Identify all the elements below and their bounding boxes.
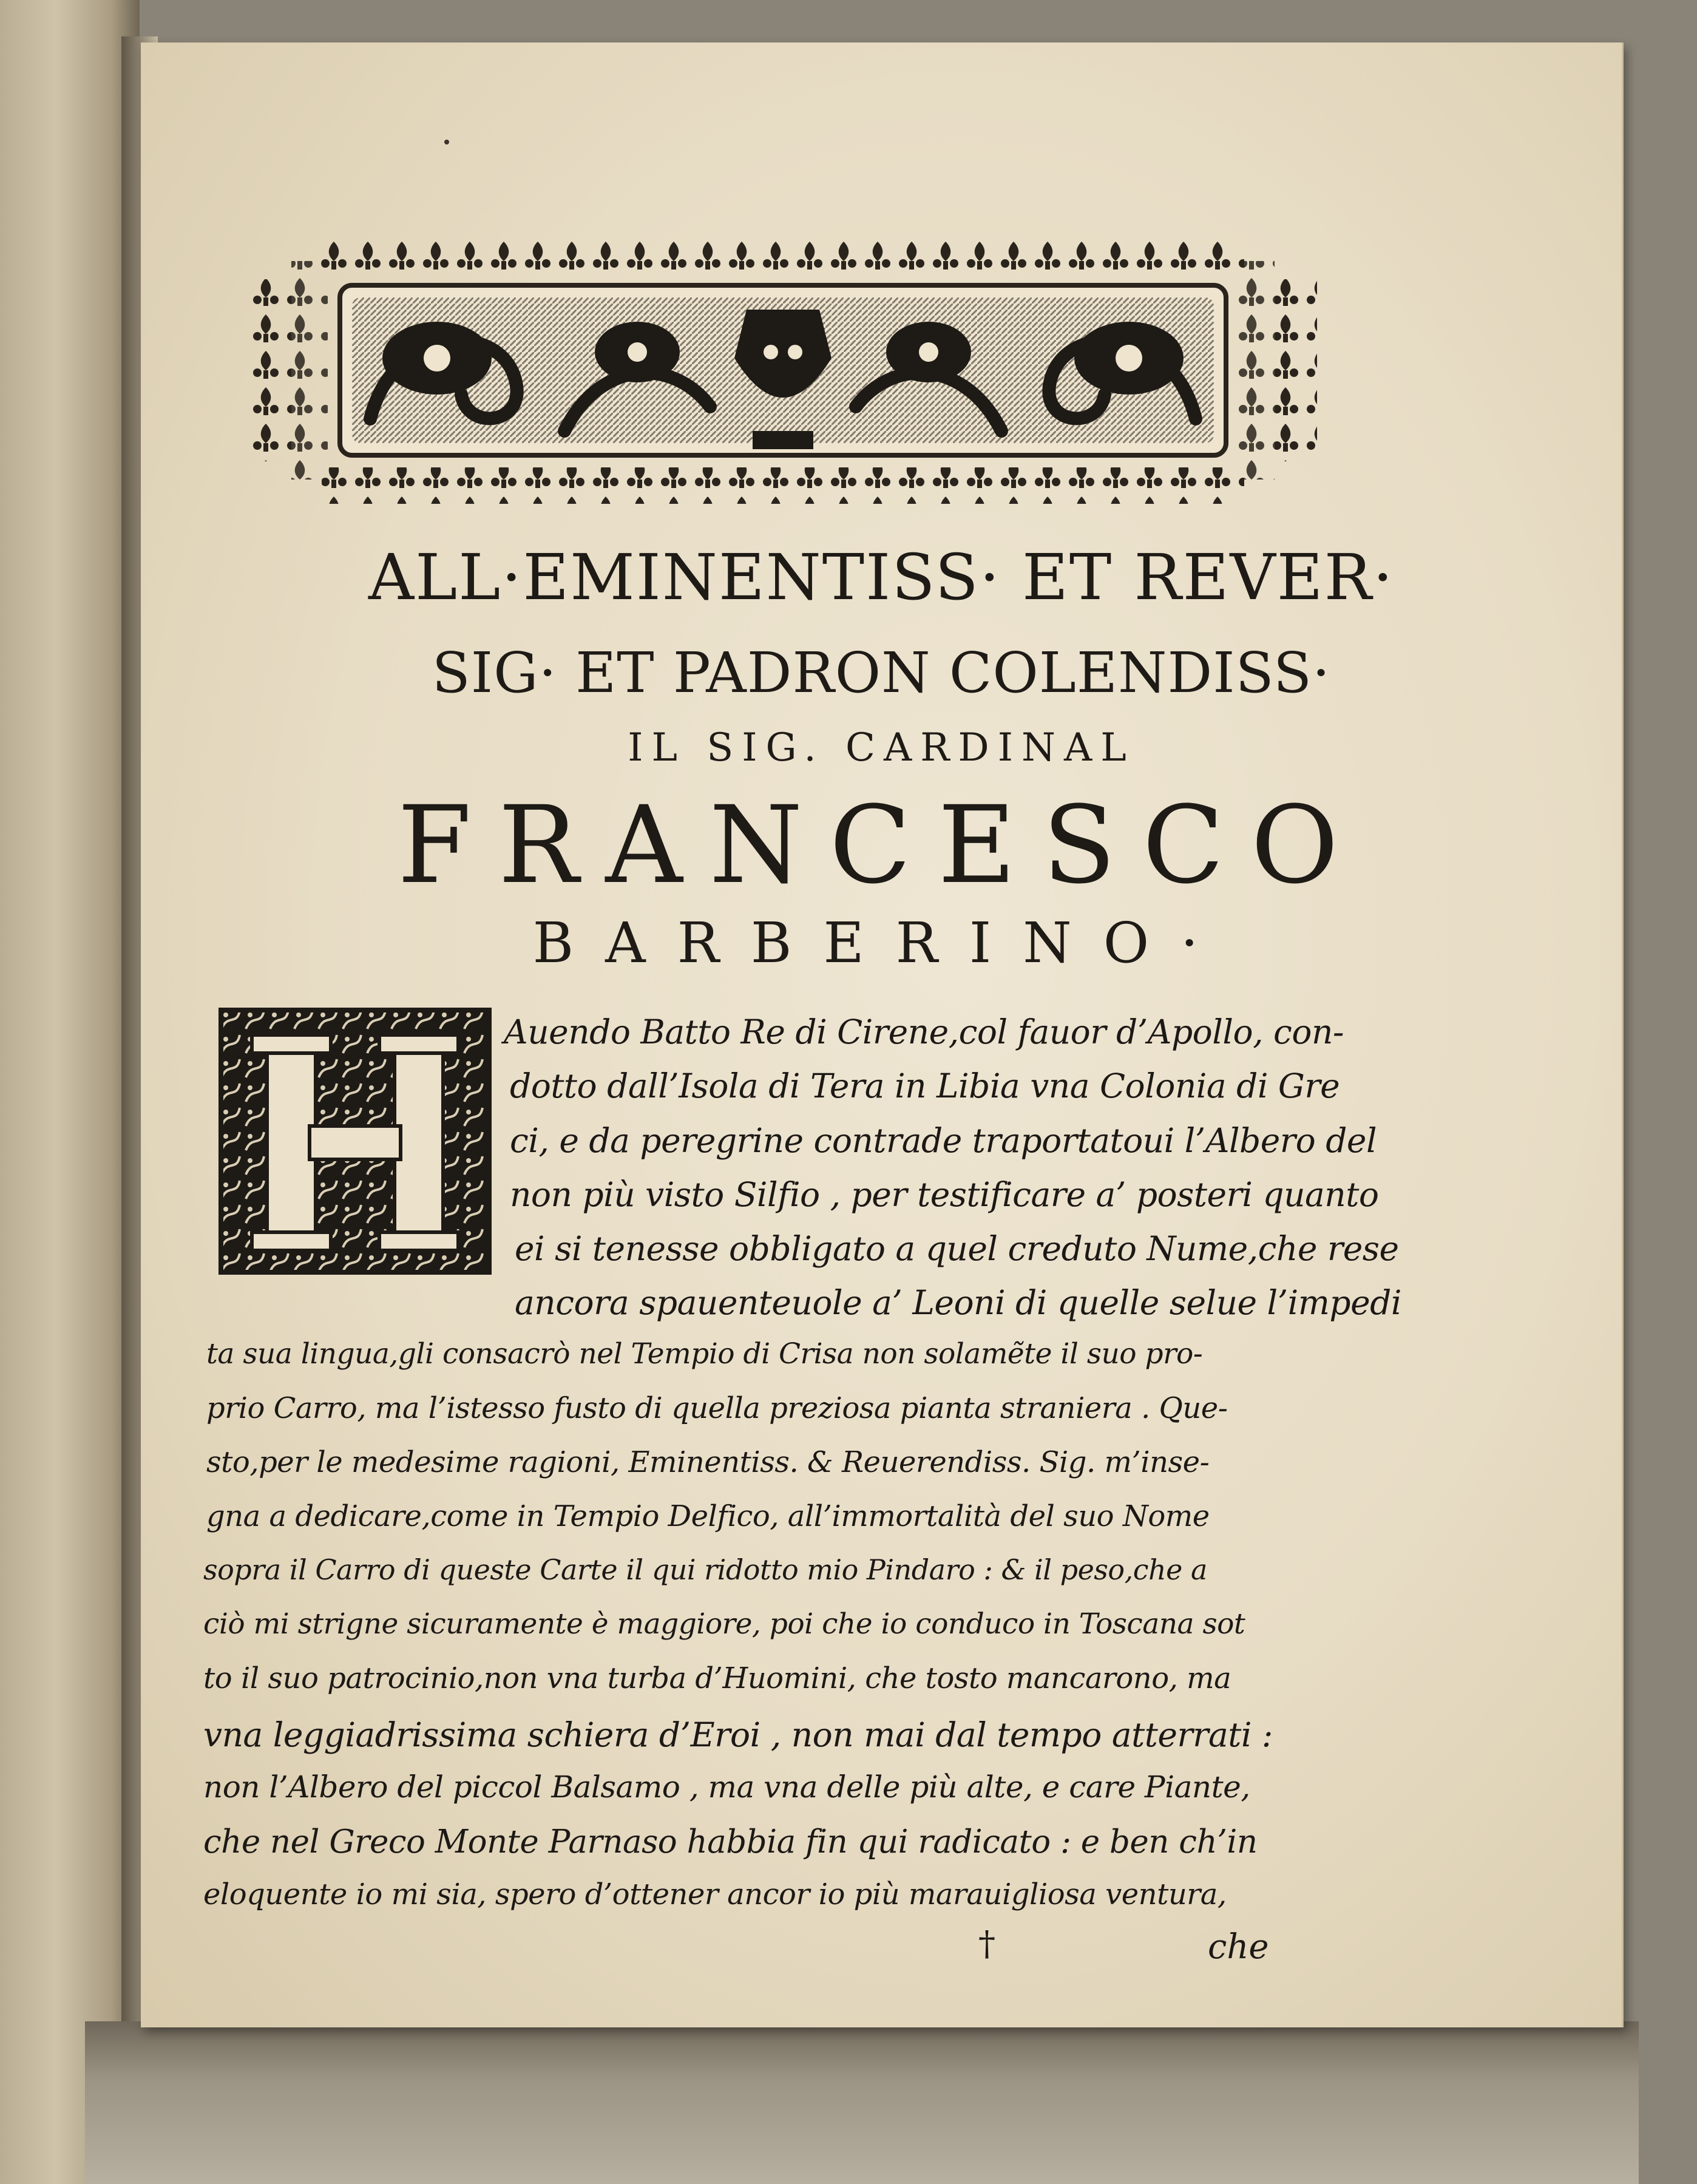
body-line: sto,per le medesime ragioni, Eminentiss. & Reuerendiss. Sig. m’inse- bbox=[206, 1445, 1210, 1479]
dedication-line-2: SIG· ET PADRON COLENDISS· bbox=[432, 640, 1331, 705]
body-line: prio Carro, ma l’istesso fusto di quella preziosa pianta straniera . Que- bbox=[206, 1391, 1228, 1425]
body-line: dotto dall’Isola di Tera in Libia vna Colonia di Gre bbox=[510, 1067, 1340, 1105]
body-line: non l’Albero del piccol Balsamo , ma vna delle più alte, e care Piante, bbox=[203, 1769, 1250, 1805]
body-line: ta sua lingua,gli consacrò nel Tempio di Crisa non solamẽte il suo pro- bbox=[206, 1337, 1203, 1371]
dedicatee-name: FRANCESCO bbox=[397, 783, 1366, 907]
body-line: to il suo patrocinio,non vna turba d’Huomini, che tosto mancarono, ma bbox=[203, 1661, 1231, 1695]
body-line: sopra il Carro di queste Carte il qui ridotto mio Pindaro : & il peso,che a bbox=[203, 1553, 1207, 1586]
body-line: che nel Greco Monte Parnaso habbia fin qui radicato : e ben ch’in bbox=[203, 1823, 1258, 1860]
dedicatee-surname: BARBERINO· bbox=[532, 911, 1230, 975]
signature-mark: † bbox=[978, 1924, 995, 1964]
body-line: ciò mi strigne sicuramente è maggiore, poi che io conduco in Toscana sot bbox=[203, 1607, 1245, 1641]
dedication-line-1: ALL·EMINENTISS· ET REVER· bbox=[368, 540, 1394, 614]
ink-speck bbox=[444, 140, 449, 144]
catchword: che bbox=[1208, 1927, 1269, 1967]
body-line: eloquente io mi sia, spero d’ottener ancor io più marauigliosa ventura, bbox=[203, 1877, 1227, 1911]
body-line: ancora spauenteuole a’ Leoni di quelle selue l’impedi bbox=[515, 1283, 1401, 1322]
body-line: Auendo Batto Re di Cirene,col fauor d’Apollo, con- bbox=[504, 1012, 1344, 1051]
body-line: gna a dedicare,come in Tempio Delfico, all’immortalità del suo Nome bbox=[206, 1499, 1210, 1533]
table-surface bbox=[85, 2021, 1639, 2184]
body-line: non più visto Silfio , per testificare a’ posteri quanto bbox=[510, 1175, 1379, 1214]
left-page-edge bbox=[0, 0, 140, 2184]
body-line: vna leggiadrissima schiera d’Eroi , non mai dal tempo atterrati : bbox=[203, 1715, 1273, 1754]
body-line: ci, e da peregrine contrade traportatoui l’Albero del bbox=[510, 1121, 1377, 1160]
dedication-line-3: IL SIG. CARDINAL bbox=[628, 725, 1135, 770]
body-line: ei si tenesse obbligato a quel creduto Nume,che rese bbox=[515, 1229, 1399, 1268]
ornamental-headpiece bbox=[249, 237, 1317, 504]
drop-cap-h bbox=[218, 1008, 492, 1275]
